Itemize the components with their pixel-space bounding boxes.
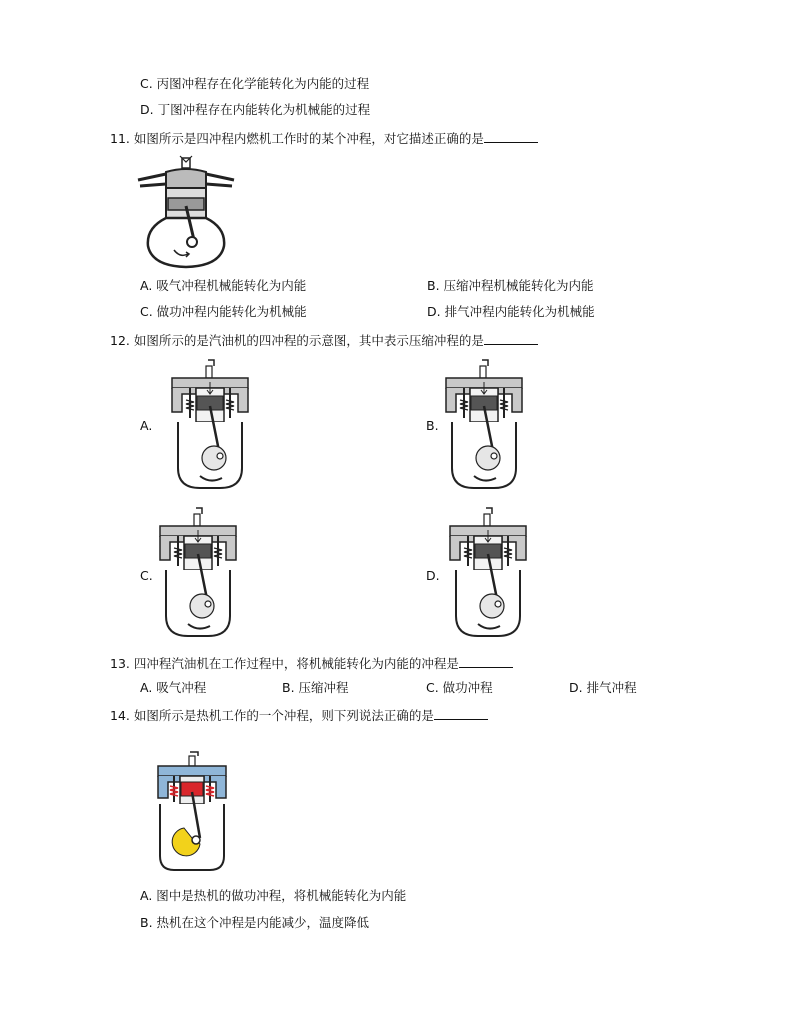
q12-label-a: A. (140, 418, 153, 433)
q11-option-a: A. 吸气冲程机械能转化为内能 (140, 278, 307, 293)
q11-option-d: D. 排气冲程内能转化为机械能 (427, 304, 595, 319)
q11-engine-figure (136, 156, 236, 268)
q14-engine-figure (156, 752, 228, 872)
answer-blank (459, 655, 513, 668)
q10-option-c: C. 丙图冲程存在化学能转化为内能的过程 (140, 76, 370, 91)
q12-stem: 12. 如图所示的是汽油机的四冲程的示意图，其中表示压缩冲程的是 (110, 332, 538, 349)
q11-option-c: C. 做功冲程内能转化为机械能 (140, 304, 307, 319)
q14-stem: 14. 如图所示是热机工作的一个冲程，则下列说法正确的是 (110, 707, 488, 724)
q13-stem: 13. 四冲程汽油机在工作过程中，将机械能转化为内能的冲程是 (110, 655, 513, 672)
q10-option-d: D. 丁图冲程存在内能转化为机械能的过程 (140, 102, 371, 117)
q14-option-b: B. 热机在这个冲程是内能减少，温度降低 (140, 915, 370, 930)
q11-stem: 11. 如图所示是四冲程内燃机工作时的某个冲程，对它描述正确的是 (110, 130, 538, 147)
answer-blank (434, 707, 488, 720)
q13-option-b: B. 压缩冲程 (282, 680, 349, 695)
q14-option-a: A. 图中是热机的做功冲程，将机械能转化为内能 (140, 888, 407, 903)
q12-label-d: D. (426, 568, 440, 583)
q12-engine-figure-b (444, 360, 524, 490)
q12-label-c: C. (140, 568, 153, 583)
q12-engine-figure-a (170, 360, 250, 490)
answer-blank (484, 130, 538, 143)
q11-option-b: B. 压缩冲程机械能转化为内能 (427, 278, 594, 293)
answer-blank (484, 332, 538, 345)
q13-option-a: A. 吸气冲程 (140, 680, 207, 695)
q12-engine-figure-c (158, 508, 238, 638)
q12-label-b: B. (426, 418, 439, 433)
q13-option-c: C. 做功冲程 (426, 680, 493, 695)
q13-option-d: D. 排气冲程 (569, 680, 637, 695)
q12-engine-figure-d (448, 508, 528, 638)
